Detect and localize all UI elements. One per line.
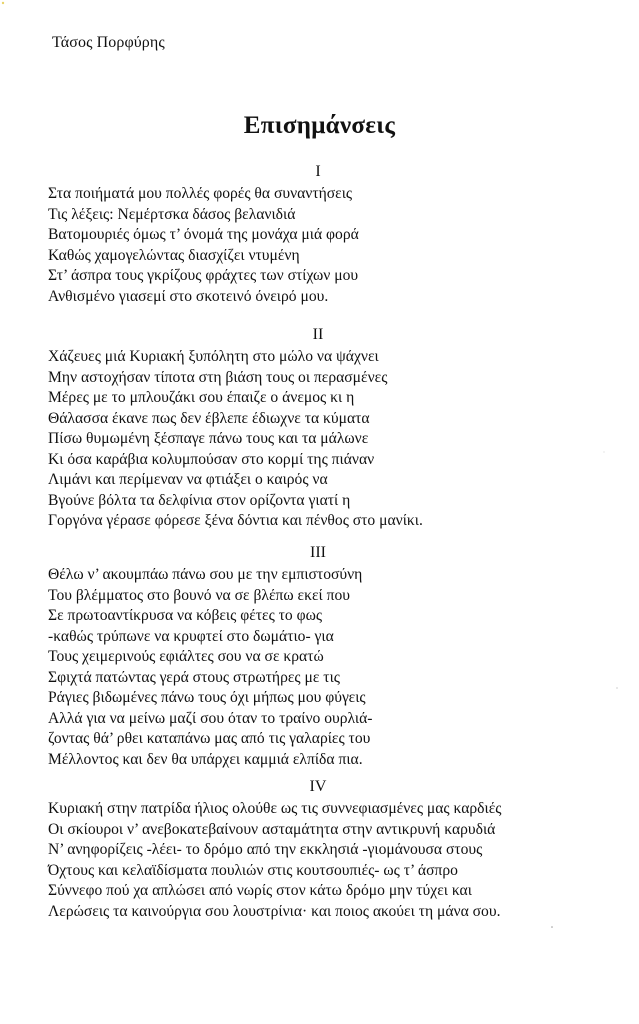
poem-line: Κι όσα καράβια κολυμπούσαν στο κορμί της πιάναν [48, 450, 375, 468]
poem-line: ζοντας θά’ ρθει καταπάνω μας από τις γαλαρίες του [48, 730, 371, 747]
poem-line: -καθώς τρύπωνε να κρυφτεί στο δωμάτιο- για [48, 627, 334, 645]
poem-section-4 [48, 777, 608, 922]
poem-line: Στ’ άσπρα τους γκρίζους φράχτες των στίχων μου [48, 267, 359, 284]
poem-line: Βγούνε βόλτα τα δελφίνια στον ορίζοντα γιατί η [48, 491, 351, 509]
poem-line: Βατομουριές όμως τ’ όνομά της μονάχα μιά φορά [48, 226, 359, 243]
poem-line: Του βλέμματος στο βουνό να σε βλέπω εκεί που [48, 586, 350, 604]
poem-line: Γοργόνα γέρασε φόρεσε ξένα δόντια και πένθος στο μανίκι. [48, 512, 423, 529]
poem-line: Μην αστοχήσαν τίποτα στη βιάση τους οι περασμένες [48, 368, 388, 386]
poem-line: Σε πρωτοαντίκρυσα να κόβεις φέτες το φως [48, 607, 323, 624]
poem-section-3 [48, 543, 608, 770]
poem-line: Θάλασσα έκανε πως δεν έβλεπε έδιωχνε τα κύματα [48, 409, 370, 427]
poem-line: Σφιχτά πατώντας γερά στους στρωτήρες με τις [48, 668, 340, 686]
poem-line: Μέλλοντος και δεν θα υπάρχει καμμιά ελπίδα πια. [48, 750, 363, 768]
poem-section-1 [48, 162, 608, 307]
section-numeral: III [310, 544, 326, 561]
poem-line: Λιμάνι και περίμεναν να φτιάξει ο καιρός να [48, 471, 328, 488]
poem-line: Όχτους και κελαϊδίσματα πουλιών στις κουτσουπιές- ως τ’ άσπρο [48, 861, 458, 879]
poem-section-2 [48, 325, 608, 532]
poem-line: Οι σκίουροι ν’ ανεβοκατεβαίνουν ασταμάτητα στην αντικρυνή καρυδιά [48, 820, 496, 838]
poem-line: Ν’ ανηφορίζεις -λέει- το δρόμο από την εκκλησιά -γιομάνουσα στους [48, 841, 483, 858]
section-numeral: II [312, 326, 324, 343]
poem-line: Τους χειμερινούς εφιάλτες σου να σε κρατώ [48, 648, 324, 665]
poem-line: Ράγιες βιδωμένες πάνω τους όχι μήπως μου φύγεις [48, 689, 366, 706]
poem-line: Ανθισμένο γιασεμί στο σκοτεινό όνειρό μου. [48, 287, 329, 305]
poem-line: Σύννεφο πού χα απλώσει από νωρίς στον κάτω δρόμο μην τύχει και [48, 882, 472, 899]
poem-line: Πίσω θυμωμένη ξέσπαγε πάνω τους και τα μάλωνε [48, 430, 369, 447]
poem-title: Επισημάνσεις [243, 112, 396, 139]
poem-line: Θέλω ν’ ακουμπάω πάνω σου με την εμπιστοσύνη [48, 566, 363, 583]
author-name: Τάσος Πορφύρης [52, 34, 165, 51]
section-numeral: I [315, 163, 321, 180]
poem-line: Μέρες με το μπλουζάκι σου έπαιζε ο άνεμος κι η [48, 389, 355, 406]
poem-line: Κυριακή στην πατρίδα ήλιος ολούθε ως τις συννεφιασμένες μας καρδιές [48, 800, 502, 817]
poem-line: Καθώς χαμογελώντας διασχίζει ντυμένη [48, 246, 300, 264]
poem-line: Αλλά για να μείνω μαζί σου όταν το τραίνο ουρλιά- [48, 709, 373, 727]
section-numeral: IV [309, 778, 327, 795]
poem-line: Χάζευες μιά Κυριακή ξυπόλητη στο μώλο να ψάχνει [48, 348, 379, 365]
poem-line: Λερώσεις τα καινούργια σου λουστρίνια· και ποιος ακούει τη μάνα σου. [48, 902, 501, 920]
poem-line: Στα ποιήματά μου πολλές φορές θα συναντήσεις [48, 185, 353, 202]
poem-line: Τις λέξεις: Νεμέρτσκα δάσος βελανιδιά [48, 205, 296, 223]
